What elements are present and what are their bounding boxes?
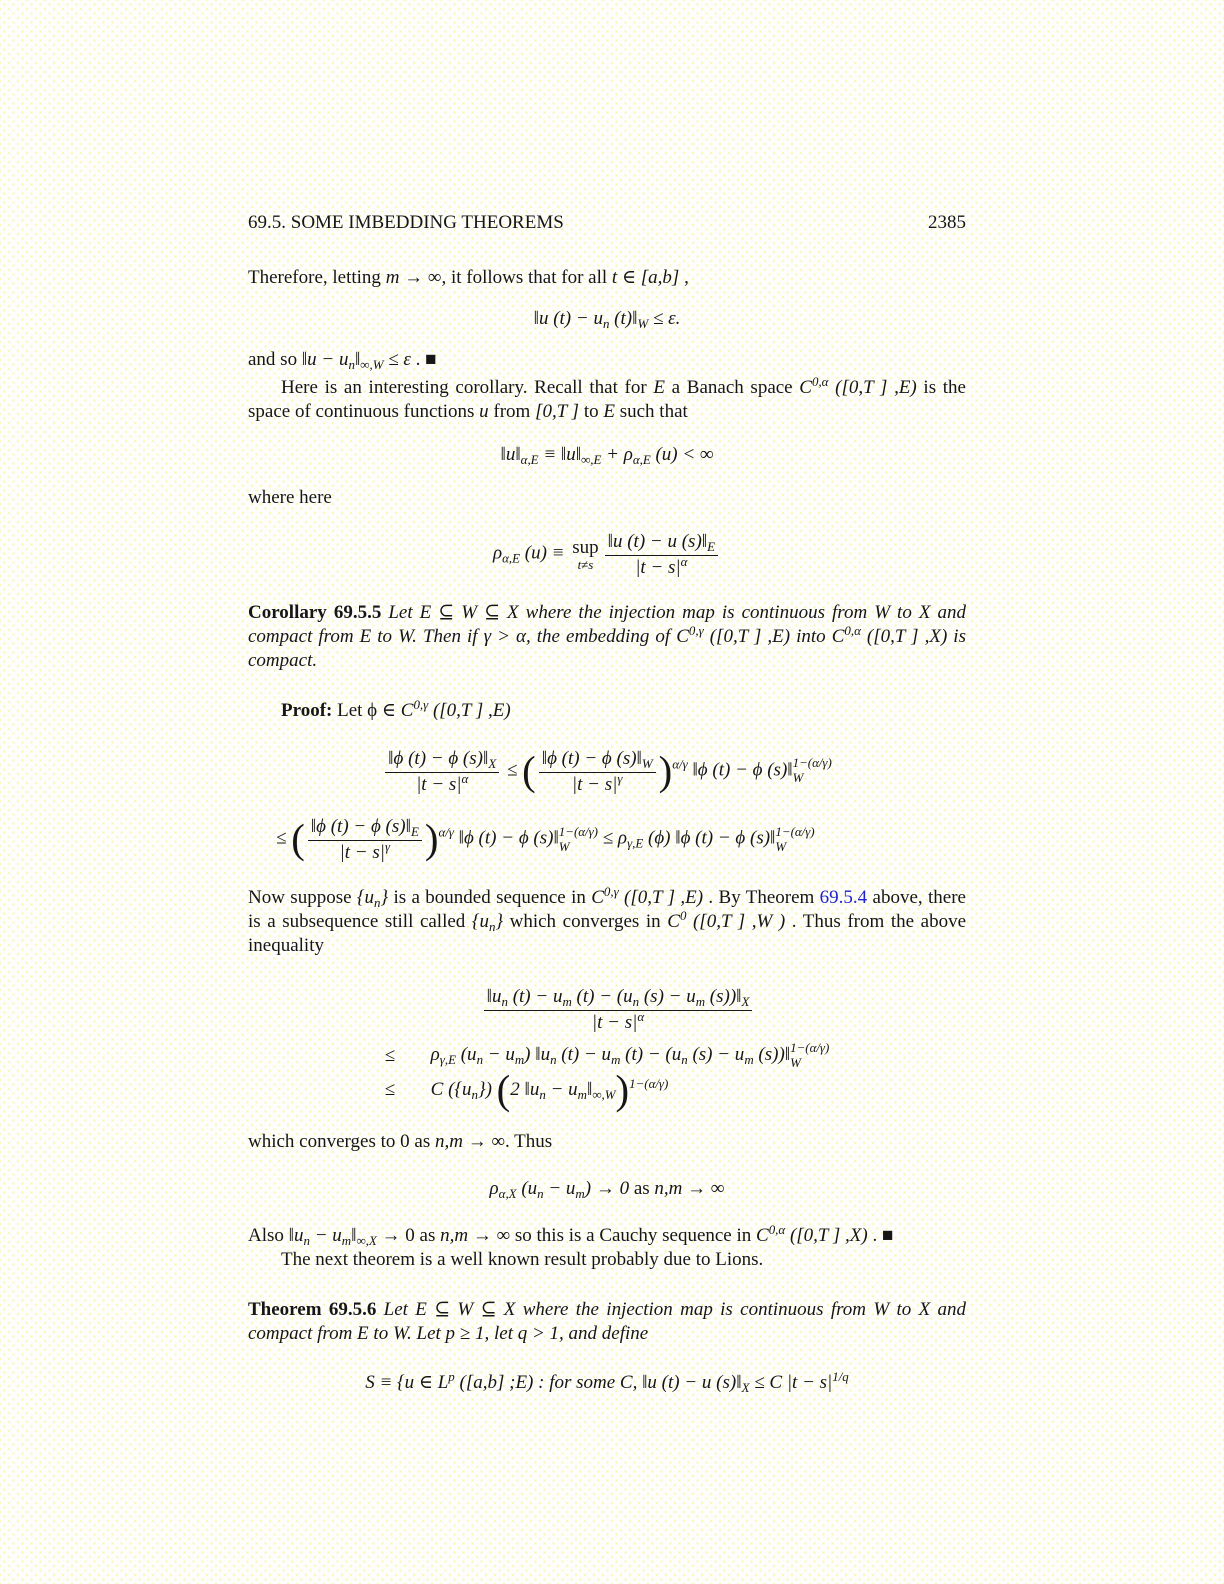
proof-body: Let ϕ ∈ $C^{0,\gamma}$ ([0,T ] ,E) [332,696,511,721]
theorem-body: Let E ⊆ W ⊆ X where the injection map is continuous from W to X and compact from E to W. Let p ≥ 1, let q > 1, and define [248,1299,967,1345]
equation-difference-line1: $\frac{‖u_n (t) - u_m (t) - (u_n (s) - u_m (s))‖_X}{|t - s|^\alpha}$ [385,985,830,1034]
equation-uniform-bound: ‖u $(t) - u_n$ $(t)‖_W \le \varepsilon$. [533,308,681,331]
theorem-label: Theorem 69.5.6 [248,1299,377,1321]
equation-interpolation-1: $\frac{‖\phi (t) - \phi (s)‖_X}{|t - s|^\alpha}$ ≤ ( $\frac{‖\phi (t) - \phi (s)‖_W}{|t - s|^\gamma}$ )$^{\alpha/\gamma}$ ‖ϕ (t) − ϕ (s)‖ 1−(α/γ) W [248,747,966,796]
equation-holder-norm-def: $‖u‖_{\alpha,E}$ ≡ $‖u‖_{\infty,E} + \rho_{\alpha,E}$ (u) < ∞ [500,444,714,467]
paragraph-also-cauchy: Also $‖u_n$ − $u_m‖_{\infty,X} \to 0$ as n,m → ∞ so this is a Cauchy sequence in $C^{0,\alpha}$ ([0,T ] ,X) . ■ [248,1222,894,1249]
equation-rho-def: $\rho_{\alpha,E}$ (u) ≡ sup t≠s $\frac{‖u (t) - u (s)‖_E}{|t - s|^\alpha}$ [248,530,966,579]
paragraph-next-theorem: The next theorem is a well known result probably due to Lions. [281,1249,764,1271]
equation-difference-estimate [248,978,966,1114]
section-heading: 69.5. SOME IMBEDDING THEOREMS [248,212,564,233]
paragraph-which-converges: which converges to 0 as n,m → ∞. Thus [248,1131,553,1153]
theorem-ref-link[interactable]: 69.5.4 [819,887,868,909]
corollary-label: Corollary 69.5.5 [248,601,382,623]
paragraph-proof [248,696,966,723]
running-header [248,212,966,234]
equation-difference-line3: ≤ C $(\{u_n\})$ (2 $‖u_n$ − $u_m‖_{\infty,W})^{1-(\alpha/\gamma)}$ [384,1068,669,1114]
equation-rho-to-zero: $\rho_{\alpha,X}$ $(u_n - u_m) \to 0$ as n,m → ∞ [489,1178,725,1202]
page-number: 2385 [928,212,966,233]
textbook-page [248,0,966,1396]
equation-S-definition: S ≡ {u ∈ $L^p$ ([a,b] ;E) : for some C, ‖u (t) − u $(s)‖_X \le C$ $|t - s|^{1/q}$ [365,1369,849,1396]
corollary-body: Let E ⊆ W ⊆ X where the injection map is continuous from W to X and compact from E to W. Then if γ > α, the embedding of $C^{0,\gamma}$ ([0,T ] ,E) into $C^{0,\alpha}$ ([0,T ] ,X) is compact. [248,601,966,671]
proof-label: Proof: [281,699,333,721]
paragraph-and-so: and so ‖u − $u_n‖_{\infty,W} \le \varepsilon$ . ■ [248,349,437,372]
paragraph-therefore: Therefore, letting m → ∞, it follows that for all t ∈ [a,b] , [248,267,689,288]
equation-interpolation-2: ≤ ( $\frac{‖\phi (t) - \phi (s)‖_E}{|t - s|^\gamma}$ )$^{\alpha/\gamma}$ ‖ϕ (t) − ϕ (s)‖ 1−(α/γ) W ≤ $\rho_{\gamma,E}$ (ϕ) ‖ϕ (t) − ϕ (s)‖ 1−(α/γ) W [276,816,815,864]
equation-difference-line2: ≤ $\rho_{\gamma,E}$ $(u_n - u_m)$ $‖u_n$ $(t) - u_m$ $(t) - (u_n$ $(s) - u_m$ (s))‖ 1−(α/γ) W [384,1039,830,1070]
paragraph-corollary-intro: Here is an interesting corollary. Recall that for E a Banach space $C^{0,\alpha}$ ([0,T ] ,E) is the space of continuous functions u from [0,T ] to E such that [248,373,966,422]
theorem-6956 [248,1298,966,1346]
paragraph-now-suppose: Now suppose $\{u_n\}$ is a bounded sequence in $C^{0,\gamma}$ ([0,T ] ,E) . By Theorem 69.5.4 above, there is a subsequence still called $\{u_n\}$ which converges in $C^0$ ([0,T ] ,W ) . Thus from the above inequality [248,883,967,957]
corollary-6955 [248,601,966,673]
paragraph-where-here: where here [248,487,332,508]
